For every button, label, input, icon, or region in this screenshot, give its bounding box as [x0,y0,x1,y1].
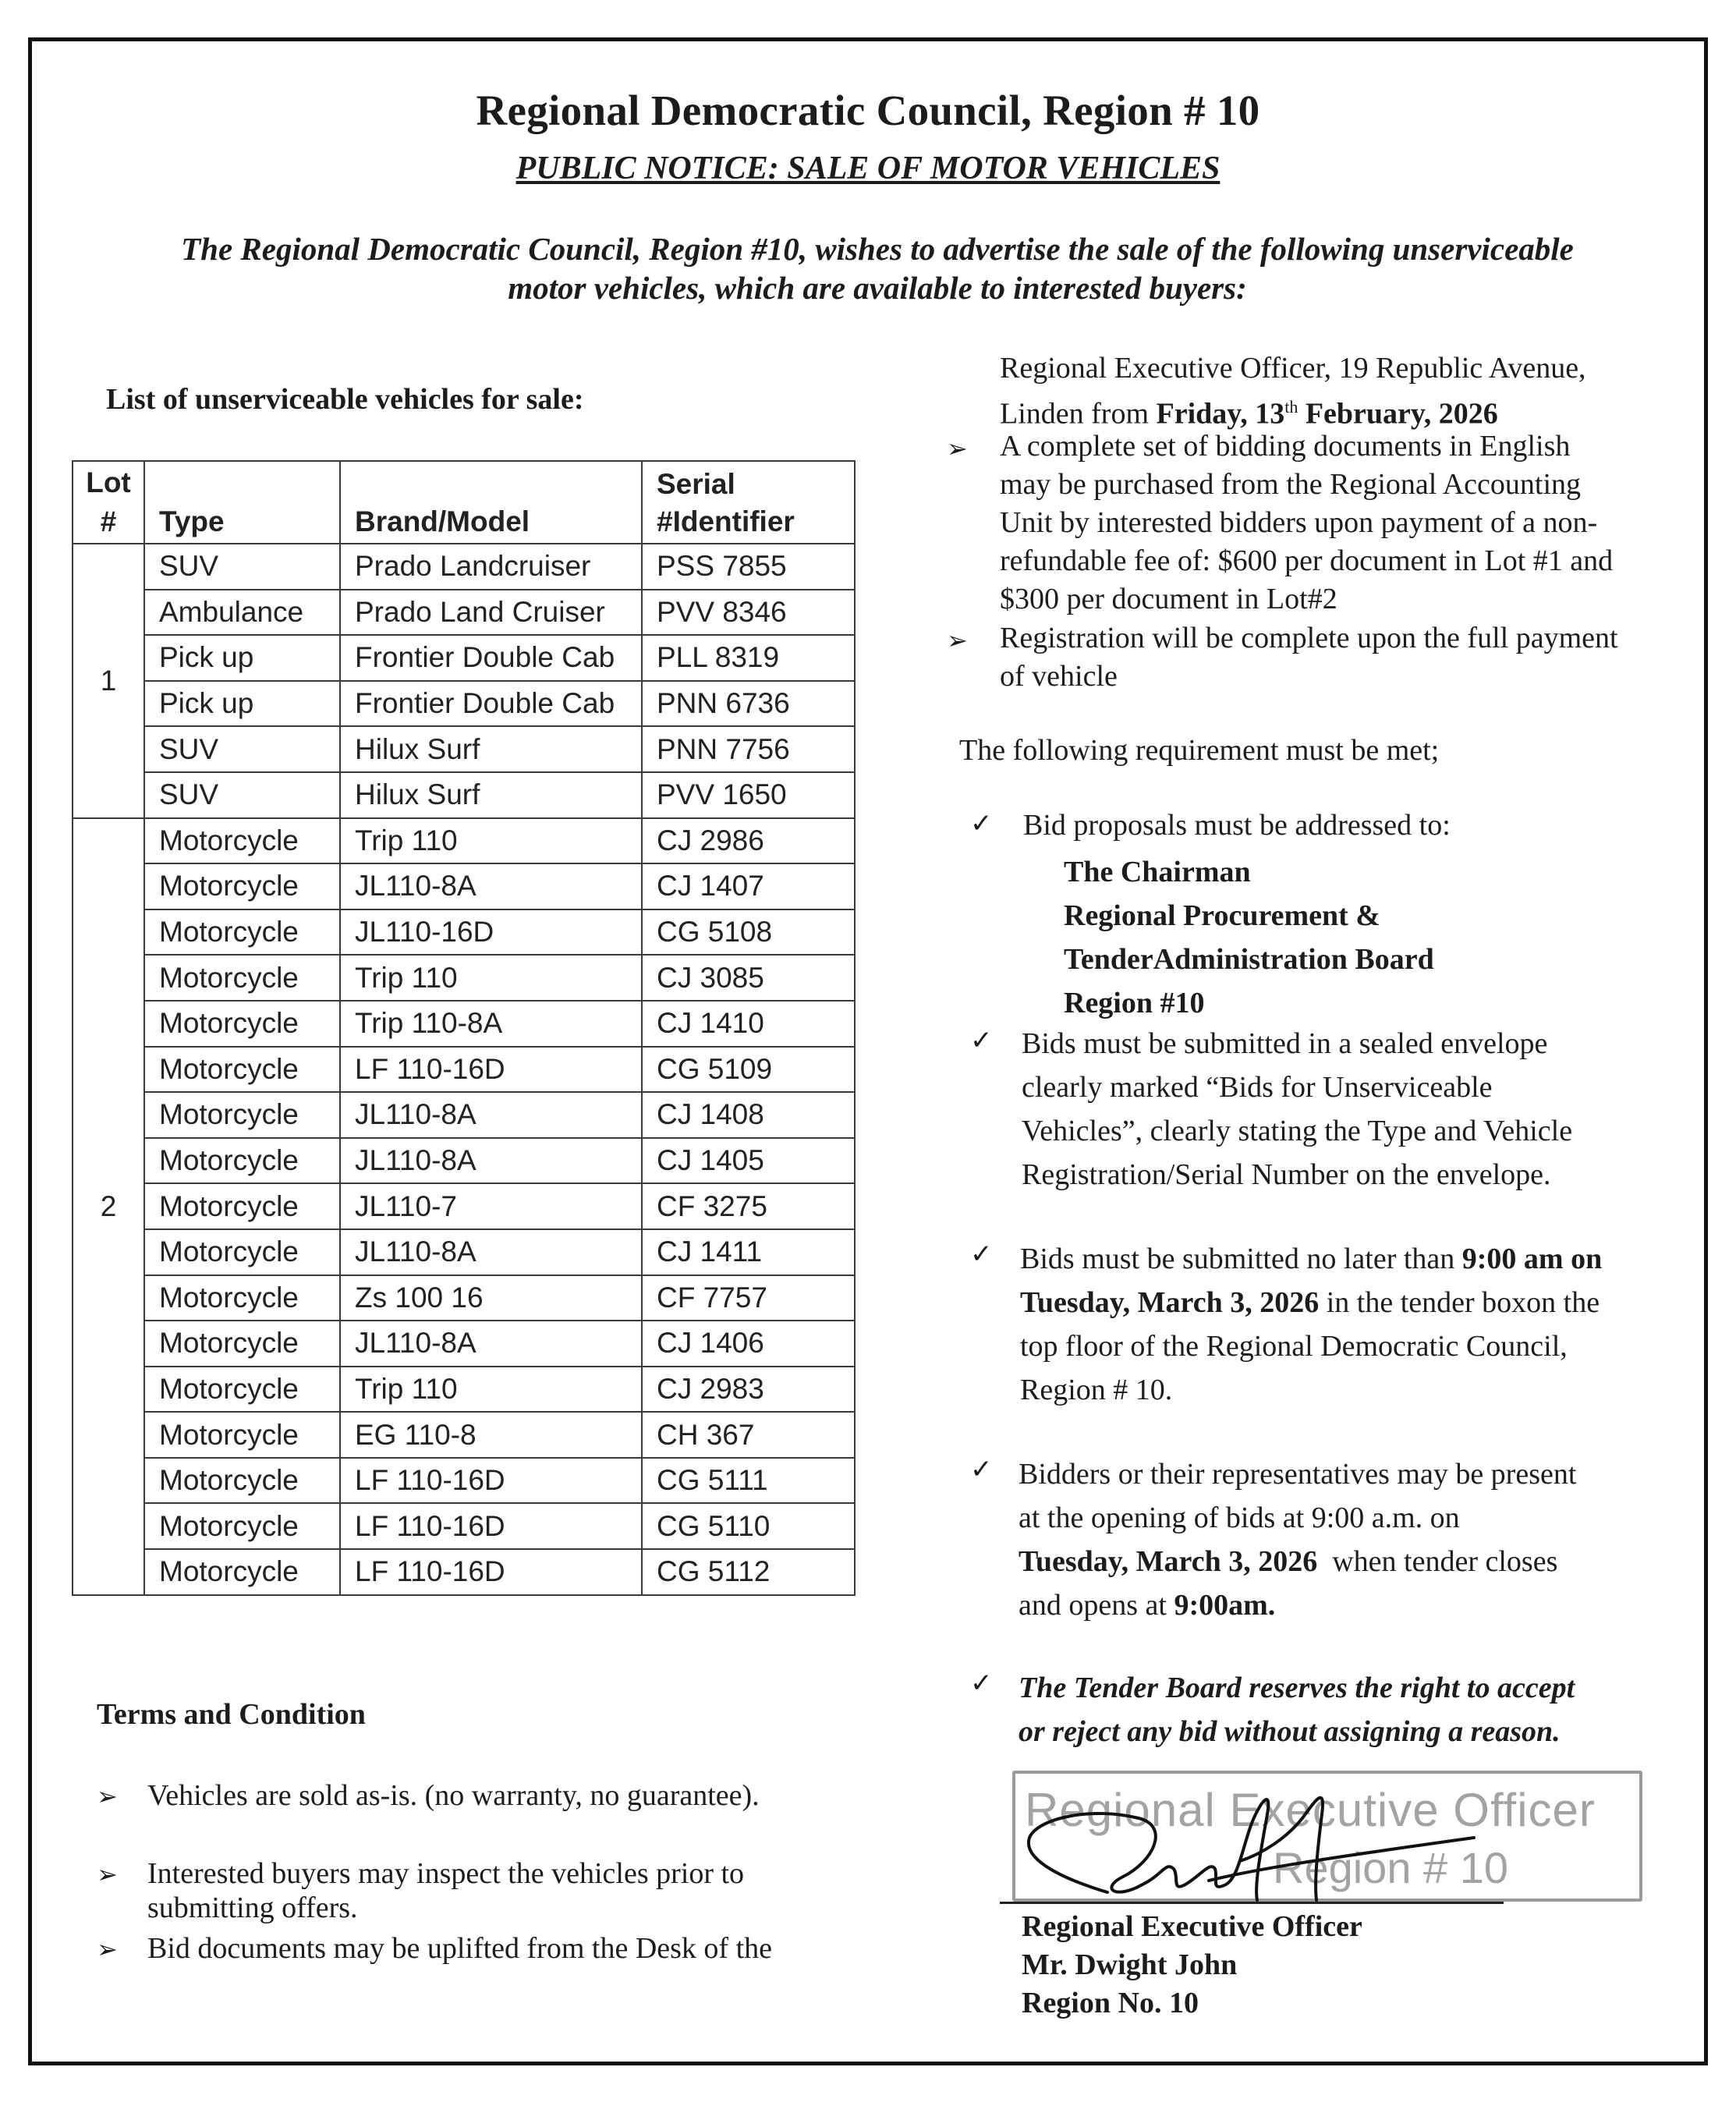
text-line: Bidders or their representatives may be present [1019,1458,1577,1491]
serial-cell: CF 7757 [642,1275,855,1321]
table-row [73,681,855,727]
addressee-block [1064,850,1434,1025]
arrow-bullet-icon: ➢ [947,434,968,463]
lot-number-cell: 2 [73,818,144,1595]
type-cell: Pick up [144,681,340,727]
type-cell: Motorcycle [144,863,340,909]
type-cell: Motorcycle [144,1092,340,1138]
brand-cell: JL110-8A [340,1229,642,1275]
text-line: Vehicles”, clearly stating the Type and Vehicle [1022,1115,1573,1147]
table-row [73,955,855,1001]
opening-time: 9:00am. [1174,1589,1276,1622]
text-line: The Tender Board reserves the right to accept [1019,1672,1575,1704]
checkmark-icon: ✓ [970,1668,993,1699]
serial-cell: PLL 8319 [642,635,855,681]
sealed-envelope-item [1022,1022,1572,1197]
type-cell: Motorcycle [144,1412,340,1458]
text-line [1020,1281,1602,1324]
arrow-bullet-icon: ➢ [97,1934,118,1964]
vehicle-list-title: List of unserviceable vehicles for sale: [106,383,584,416]
type-cell: Motorcycle [144,1047,340,1093]
serial-cell: CF 3275 [642,1183,855,1229]
intro-line: The Regional Democratic Council, Region #10, wishes to advertise the sale of the following unserviceable [181,231,1574,267]
brand-cell: Zs 100 16 [340,1275,642,1321]
table-row [73,544,855,590]
registration-item [1000,619,1618,696]
addressee-line: TenderAdministration Board [1064,943,1434,976]
type-cell: Motorcycle [144,1001,340,1047]
serial-cell: CJ 1405 [642,1138,855,1184]
type-cell: Motorcycle [144,1275,340,1321]
text-line [1020,1237,1602,1281]
deadline-time: 9:00 am on [1461,1243,1603,1275]
serial-cell: CJ 1411 [642,1229,855,1275]
text-line: refundable fee of: $600 per document in Lot #1 and [1000,544,1614,577]
addressee-line: The Chairman [1064,856,1251,888]
text-span: Bids must be submitted no later than [1020,1243,1462,1275]
type-cell: Motorcycle [144,1503,340,1549]
brand-cell: Trip 110-8A [340,1001,642,1047]
table-row [73,1458,855,1504]
brand-cell: JL110-8A [340,1092,642,1138]
serial-cell: CJ 1410 [642,1001,855,1047]
ordinal-suffix: th [1284,397,1298,417]
table-row [73,863,855,909]
opening-date: Tuesday, March 3, 2026 [1019,1545,1318,1578]
header-text: # [100,505,117,537]
text-line: or reject any bid without assigning a reason. [1019,1715,1561,1748]
header-text: #Identifier [657,505,795,537]
table-row [73,1275,855,1321]
serial-cell: CG 5110 [642,1503,855,1549]
text-line: $300 per document in Lot#2 [1000,583,1337,615]
brand-cell: Trip 110 [340,818,642,864]
brand-cell: Prado Land Cruiser [340,590,642,636]
table-row [73,772,855,818]
arrow-bullet-icon: ➢ [947,626,968,655]
terms-title: Terms and Condition [97,1698,366,1731]
signatory-block [1022,1908,1362,2023]
type-cell: Motorcycle [144,955,340,1001]
arrow-bullet-icon: ➢ [97,1782,118,1811]
table-row [73,1092,855,1138]
table-row [73,1367,855,1413]
text-span: when tender closes [1317,1545,1558,1578]
brand-cell: LF 110-16D [340,1047,642,1093]
terms-item [147,1856,744,1925]
type-cell: Motorcycle [144,1138,340,1184]
signatory-title: Regional Executive Officer [1022,1910,1362,1943]
brand-cell: JL110-8A [340,1321,642,1367]
requirement-intro: The following requirement must be met; [959,734,1440,767]
serial-cell: CG 5111 [642,1458,855,1504]
brand-cell: Trip 110 [340,1367,642,1413]
table-row [73,818,855,864]
terms-item: Bid documents may be uplifted from the Desk of the [147,1932,772,1965]
terms-item: Vehicles are sold as-is. (no warranty, no guarantee). [147,1779,760,1812]
type-cell: SUV [144,772,340,818]
brand-cell: Prado Landcruiser [340,544,642,590]
table-row [73,909,855,956]
type-cell: Motorcycle [144,1321,340,1367]
type-cell: Pick up [144,635,340,681]
text-line [1000,388,1586,434]
brand-cell: JL110-8A [340,863,642,909]
terms-line: Interested buyers may inspect the vehicles prior to [147,1857,745,1890]
brand-cell: Hilux Surf [340,726,642,772]
text-span: Linden from [1000,397,1157,431]
brand-cell: LF 110-16D [340,1458,642,1504]
deadline-date: Tuesday, March 3, 2026 [1020,1286,1320,1319]
text-line: may be purchased from the Regional Accounting [1000,468,1582,501]
column-header-serial [642,461,855,544]
serial-cell: CJ 2983 [642,1367,855,1413]
type-cell: Motorcycle [144,1549,340,1595]
terms-line: submitting offers. [147,1892,358,1924]
brand-cell: LF 110-16D [340,1503,642,1549]
type-cell: Ambulance [144,590,340,636]
bid-opening-item [1019,1452,1576,1627]
stamp-line: Regional Executive Officer [1025,1784,1596,1836]
table-row [73,1183,855,1229]
table-row [73,590,855,636]
table-row [73,1503,855,1549]
text-line: Registration will be complete upon the full payment [1000,622,1618,654]
text-line: Unit by interested bidders upon payment of a non- [1000,506,1598,539]
serial-cell: CG 5112 [642,1549,855,1595]
arrow-bullet-icon: ➢ [97,1860,118,1889]
serial-cell: PNN 7756 [642,726,855,772]
signature-line [1000,1902,1504,1904]
brand-cell: JL110-8A [340,1138,642,1184]
header-text: Lot [86,466,131,498]
text-line: Registration/Serial Number on the envelope. [1022,1158,1551,1191]
type-cell: Motorcycle [144,1229,340,1275]
text-line: clearly marked “Bids for Unserviceable [1022,1071,1493,1104]
stamp-line: Region # 10 [1273,1843,1509,1892]
type-cell: Motorcycle [144,909,340,956]
serial-cell: CJ 1408 [642,1092,855,1138]
date-start-month: February, 2026 [1298,397,1498,431]
type-cell: Motorcycle [144,1367,340,1413]
column-header-brand: Brand/Model [340,461,642,544]
addressee-line: Region #10 [1064,987,1205,1019]
addressee-line: Regional Procurement & [1064,899,1380,932]
serial-cell: CG 5109 [642,1047,855,1093]
signatory-region: Region No. 10 [1022,1987,1199,2019]
vehicle-table [72,460,856,1596]
intro-paragraph [101,229,1653,307]
serial-cell: PNN 6736 [642,681,855,727]
text-line: Regional Executive Officer, 19 Republic Avenue, [1000,352,1586,385]
text-line: A complete set of bidding documents in English [1000,430,1571,463]
column-header-lot [73,461,144,544]
table-row [73,1229,855,1275]
serial-cell: CJ 1407 [642,863,855,909]
brand-cell: Hilux Surf [340,772,642,818]
brand-cell: Trip 110 [340,955,642,1001]
type-cell: Motorcycle [144,818,340,864]
header-text: Serial [657,468,735,500]
checkmark-icon: ✓ [970,1239,993,1270]
lot-number-cell: 1 [73,544,144,818]
serial-cell: CJ 2986 [642,818,855,864]
text-line: at the opening of bids at 9:00 a.m. on [1019,1502,1460,1534]
checkmark-icon: ✓ [970,808,993,839]
notice-subtitle: PUBLIC NOTICE: SALE OF MOTOR VEHICLES [515,151,1221,186]
serial-cell: CG 5108 [642,909,855,956]
serial-cell: CJ 3085 [642,955,855,1001]
checkmark-icon: ✓ [970,1025,993,1056]
table-row [73,635,855,681]
text-line [1019,1583,1576,1627]
table-row [73,1001,855,1047]
brand-cell: EG 110-8 [340,1412,642,1458]
text-span: in the tender boxon the [1319,1286,1600,1319]
type-cell: SUV [144,544,340,590]
text-line: of vehicle [1000,660,1118,693]
serial-cell: CJ 1406 [642,1321,855,1367]
text-span: and opens at [1019,1589,1174,1622]
checkmark-icon: ✓ [970,1454,993,1485]
table-header-row [73,461,855,544]
brand-cell: JL110-7 [340,1183,642,1229]
text-line [1019,1540,1576,1583]
deadline-item [1020,1237,1602,1412]
table-row [73,1321,855,1367]
serial-cell: PSS 7855 [642,544,855,590]
table-row [73,726,855,772]
table-row [73,1047,855,1093]
serial-cell: CH 367 [642,1412,855,1458]
signature-mark [1006,1744,1568,1916]
type-cell: Motorcycle [144,1458,340,1504]
text-line: Region # 10. [1020,1374,1173,1406]
bidding-documents-item [1000,427,1613,619]
text-line: Bids must be submitted in a sealed envelope [1022,1027,1548,1060]
table-row [73,1138,855,1184]
table-row [73,1412,855,1458]
signatory-name: Mr. Dwight John [1022,1948,1238,1981]
brand-cell: Frontier Double Cab [340,635,642,681]
brand-cell: LF 110-16D [340,1549,642,1595]
column-header-type: Type [144,461,340,544]
text-line: top floor of the Regional Democratic Council, [1020,1330,1568,1363]
brand-cell: Frontier Double Cab [340,681,642,727]
intro-line: motor vehicles, which are available to interested buyers: [508,270,1247,306]
date-start: Friday, 13 [1156,397,1285,431]
bid-doc-location [1000,349,1586,434]
type-cell: SUV [144,726,340,772]
reserve-right-notice [1019,1666,1575,1753]
serial-cell: PVV 1650 [642,772,855,818]
serial-cell: PVV 8346 [642,590,855,636]
brand-cell: JL110-16D [340,909,642,956]
type-cell: Motorcycle [144,1183,340,1229]
page-title: Regional Democratic Council, Region # 10 [476,87,1260,134]
table-row [73,1549,855,1595]
addressed-to: Bid proposals must be addressed to: [1023,809,1451,842]
